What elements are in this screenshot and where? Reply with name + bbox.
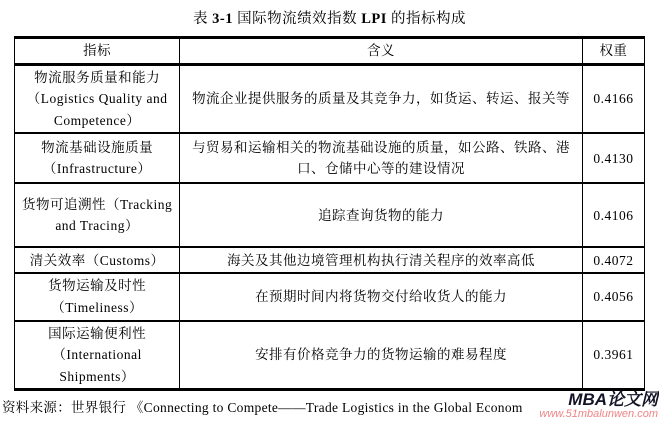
cell-indicator: 物流基础设施质量（Infrastructure） xyxy=(15,133,180,183)
source-label: 资料来源： xyxy=(2,400,71,415)
cell-indicator: 货物可追溯性（Tracking and Tracing） xyxy=(15,183,180,247)
header-indicator: 指标 xyxy=(15,38,180,65)
table-row xyxy=(15,183,645,247)
watermark-site-name: MBA论文网 xyxy=(568,390,658,409)
cell-meaning: 在预期时间内将货物交付给收货人的能力 xyxy=(180,273,583,320)
table-caption xyxy=(0,7,659,28)
source-text: 世界银行 《Connecting to Compete——Trade Logistics in the Global Econom xyxy=(71,400,523,415)
cell-meaning: 追踪查询货物的能力 xyxy=(180,183,583,247)
caption-table-number: 3-1 xyxy=(212,11,233,27)
cell-meaning: 海关及其他边境管理机构执行清关程序的效率高低 xyxy=(180,247,583,273)
caption-abbr-lpi: LPI xyxy=(361,11,387,27)
cell-meaning: 与贸易和运输相关的物流基础设施的质量，如公路、铁路、港口、仓储中心等的建设情况 xyxy=(180,133,583,183)
lpi-indicator-table xyxy=(14,36,645,391)
cell-weight: 0.4106 xyxy=(582,183,644,247)
cell-meaning: 安排有价格竞争力的货物运输的难易程度 xyxy=(180,321,583,390)
table-row xyxy=(15,321,645,390)
cell-indicator: 货物运输及时性（Timeliness） xyxy=(15,273,180,320)
header-weight: 权重 xyxy=(582,38,644,65)
table-row xyxy=(15,133,645,183)
table-header-row xyxy=(15,38,645,65)
cell-weight: 0.4072 xyxy=(582,247,644,273)
watermark-site-url: www.51mbalunwen.com xyxy=(539,408,658,420)
cell-weight: 0.4166 xyxy=(582,64,644,133)
cell-indicator: 国际运输便利性（International Shipments） xyxy=(15,321,180,390)
header-meaning: 含义 xyxy=(180,38,583,65)
cell-weight: 0.4130 xyxy=(582,133,644,183)
cell-weight: 0.4056 xyxy=(582,273,644,320)
caption-word-table: 表 xyxy=(192,11,213,27)
table-row xyxy=(15,273,645,320)
cell-indicator: 物流服务质量和能力（Logistics Quality and Competence） xyxy=(15,64,180,133)
caption-title-end: 的指标构成 xyxy=(386,11,466,27)
caption-title-mid: 国际物流绩效指数 xyxy=(232,11,362,27)
cell-weight: 0.3961 xyxy=(582,321,644,390)
table-row xyxy=(15,64,645,133)
watermark xyxy=(539,391,658,420)
cell-meaning: 物流企业提供服务的质量及其竞争力，如货运、转运、报关等 xyxy=(180,64,583,133)
table-row xyxy=(15,247,645,273)
cell-indicator: 清关效率（Customs） xyxy=(15,247,180,273)
